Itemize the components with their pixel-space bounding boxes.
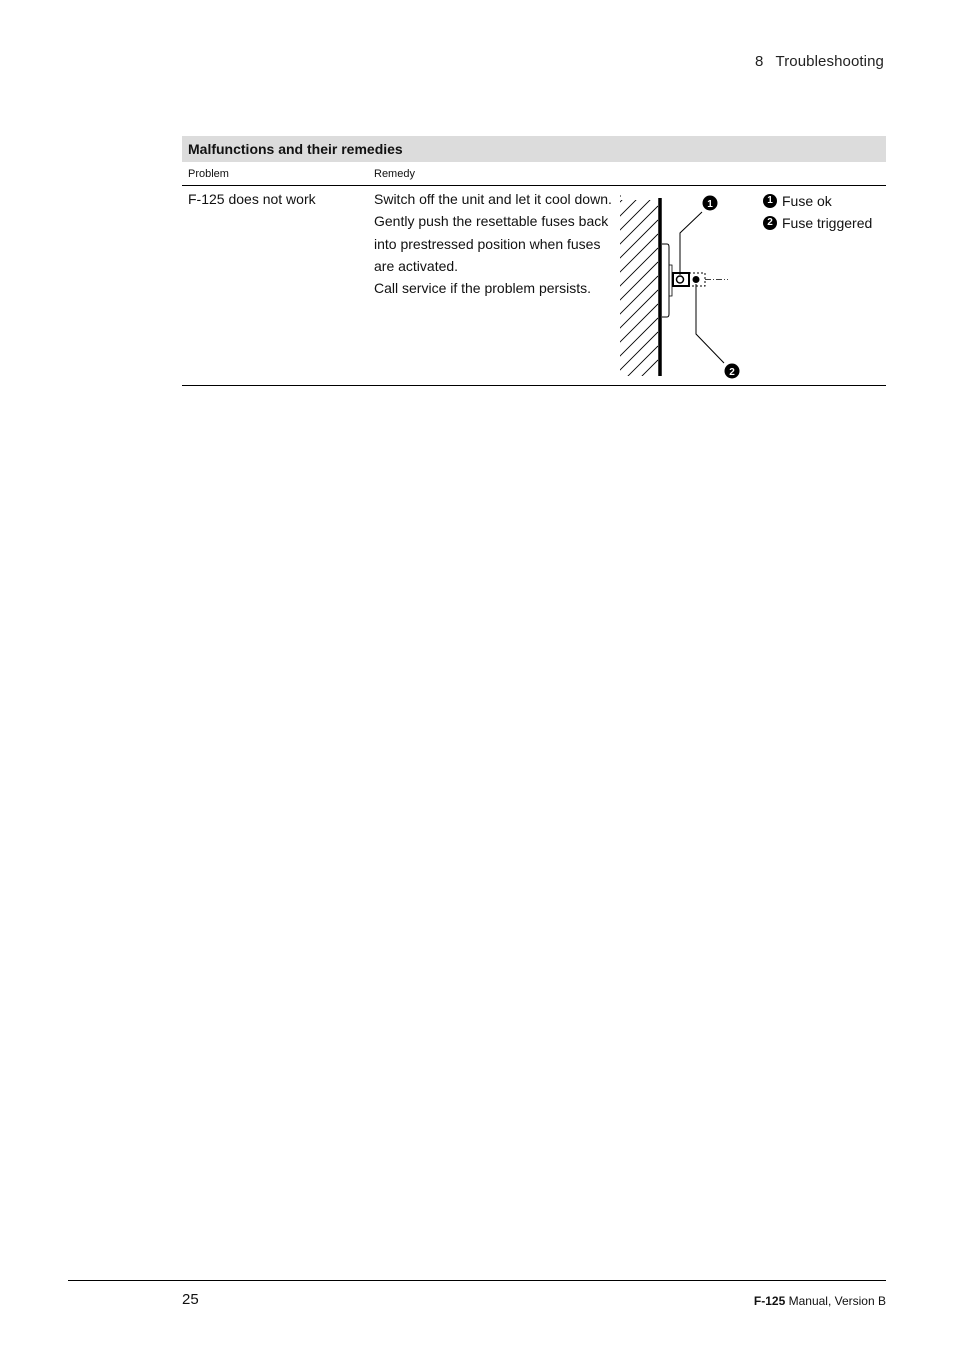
malfunctions-table [182, 136, 886, 386]
document-id [754, 1294, 886, 1308]
chapter-header [755, 53, 884, 70]
chapter-title: Troubleshooting [775, 53, 884, 70]
remedy-line: are activated. [374, 257, 459, 274]
page-number: 25 [182, 1291, 199, 1308]
document-model: F-125 [753, 1294, 786, 1308]
legend-number: 2 [763, 216, 777, 230]
fuse-diagram [618, 190, 758, 380]
legend-item [763, 212, 872, 234]
remedy-line: into prestressed position when fuses [374, 235, 601, 252]
legend-label: Fuse ok [782, 193, 832, 209]
leader-line-1 [680, 212, 702, 275]
table-title: Malfunctions and their remedies [182, 136, 886, 162]
column-header-remedy: Remedy [374, 168, 415, 180]
document-version: Manual, Version B [785, 1294, 886, 1308]
wall-hatching [618, 190, 658, 380]
fuse-housing [662, 244, 669, 317]
remedy-line: Gently push the resettable fuses back [374, 213, 609, 230]
chapter-number: 8 [755, 53, 764, 70]
remedy-line: Call service if the problem persists. [374, 280, 592, 297]
remedy-cell [374, 188, 614, 299]
legend-item [763, 190, 872, 212]
legend-number: 1 [763, 194, 777, 208]
figure-legend [763, 190, 872, 235]
table-column-headers [182, 162, 886, 186]
leader-line-2 [696, 284, 724, 363]
footer-divider [68, 1280, 886, 1281]
fuse-triggered-circle [693, 276, 700, 283]
table-row [182, 186, 886, 386]
problem-cell: F-125 does not work [188, 191, 316, 207]
remedy-line: Switch off the unit and let it cool down. [374, 191, 612, 207]
column-header-problem: Problem [188, 168, 229, 180]
callout-1-label: 1 [707, 199, 713, 210]
legend-label: Fuse triggered [782, 215, 873, 232]
fuse-ok-circle [677, 276, 684, 283]
callout-2-label: 2 [729, 367, 735, 378]
